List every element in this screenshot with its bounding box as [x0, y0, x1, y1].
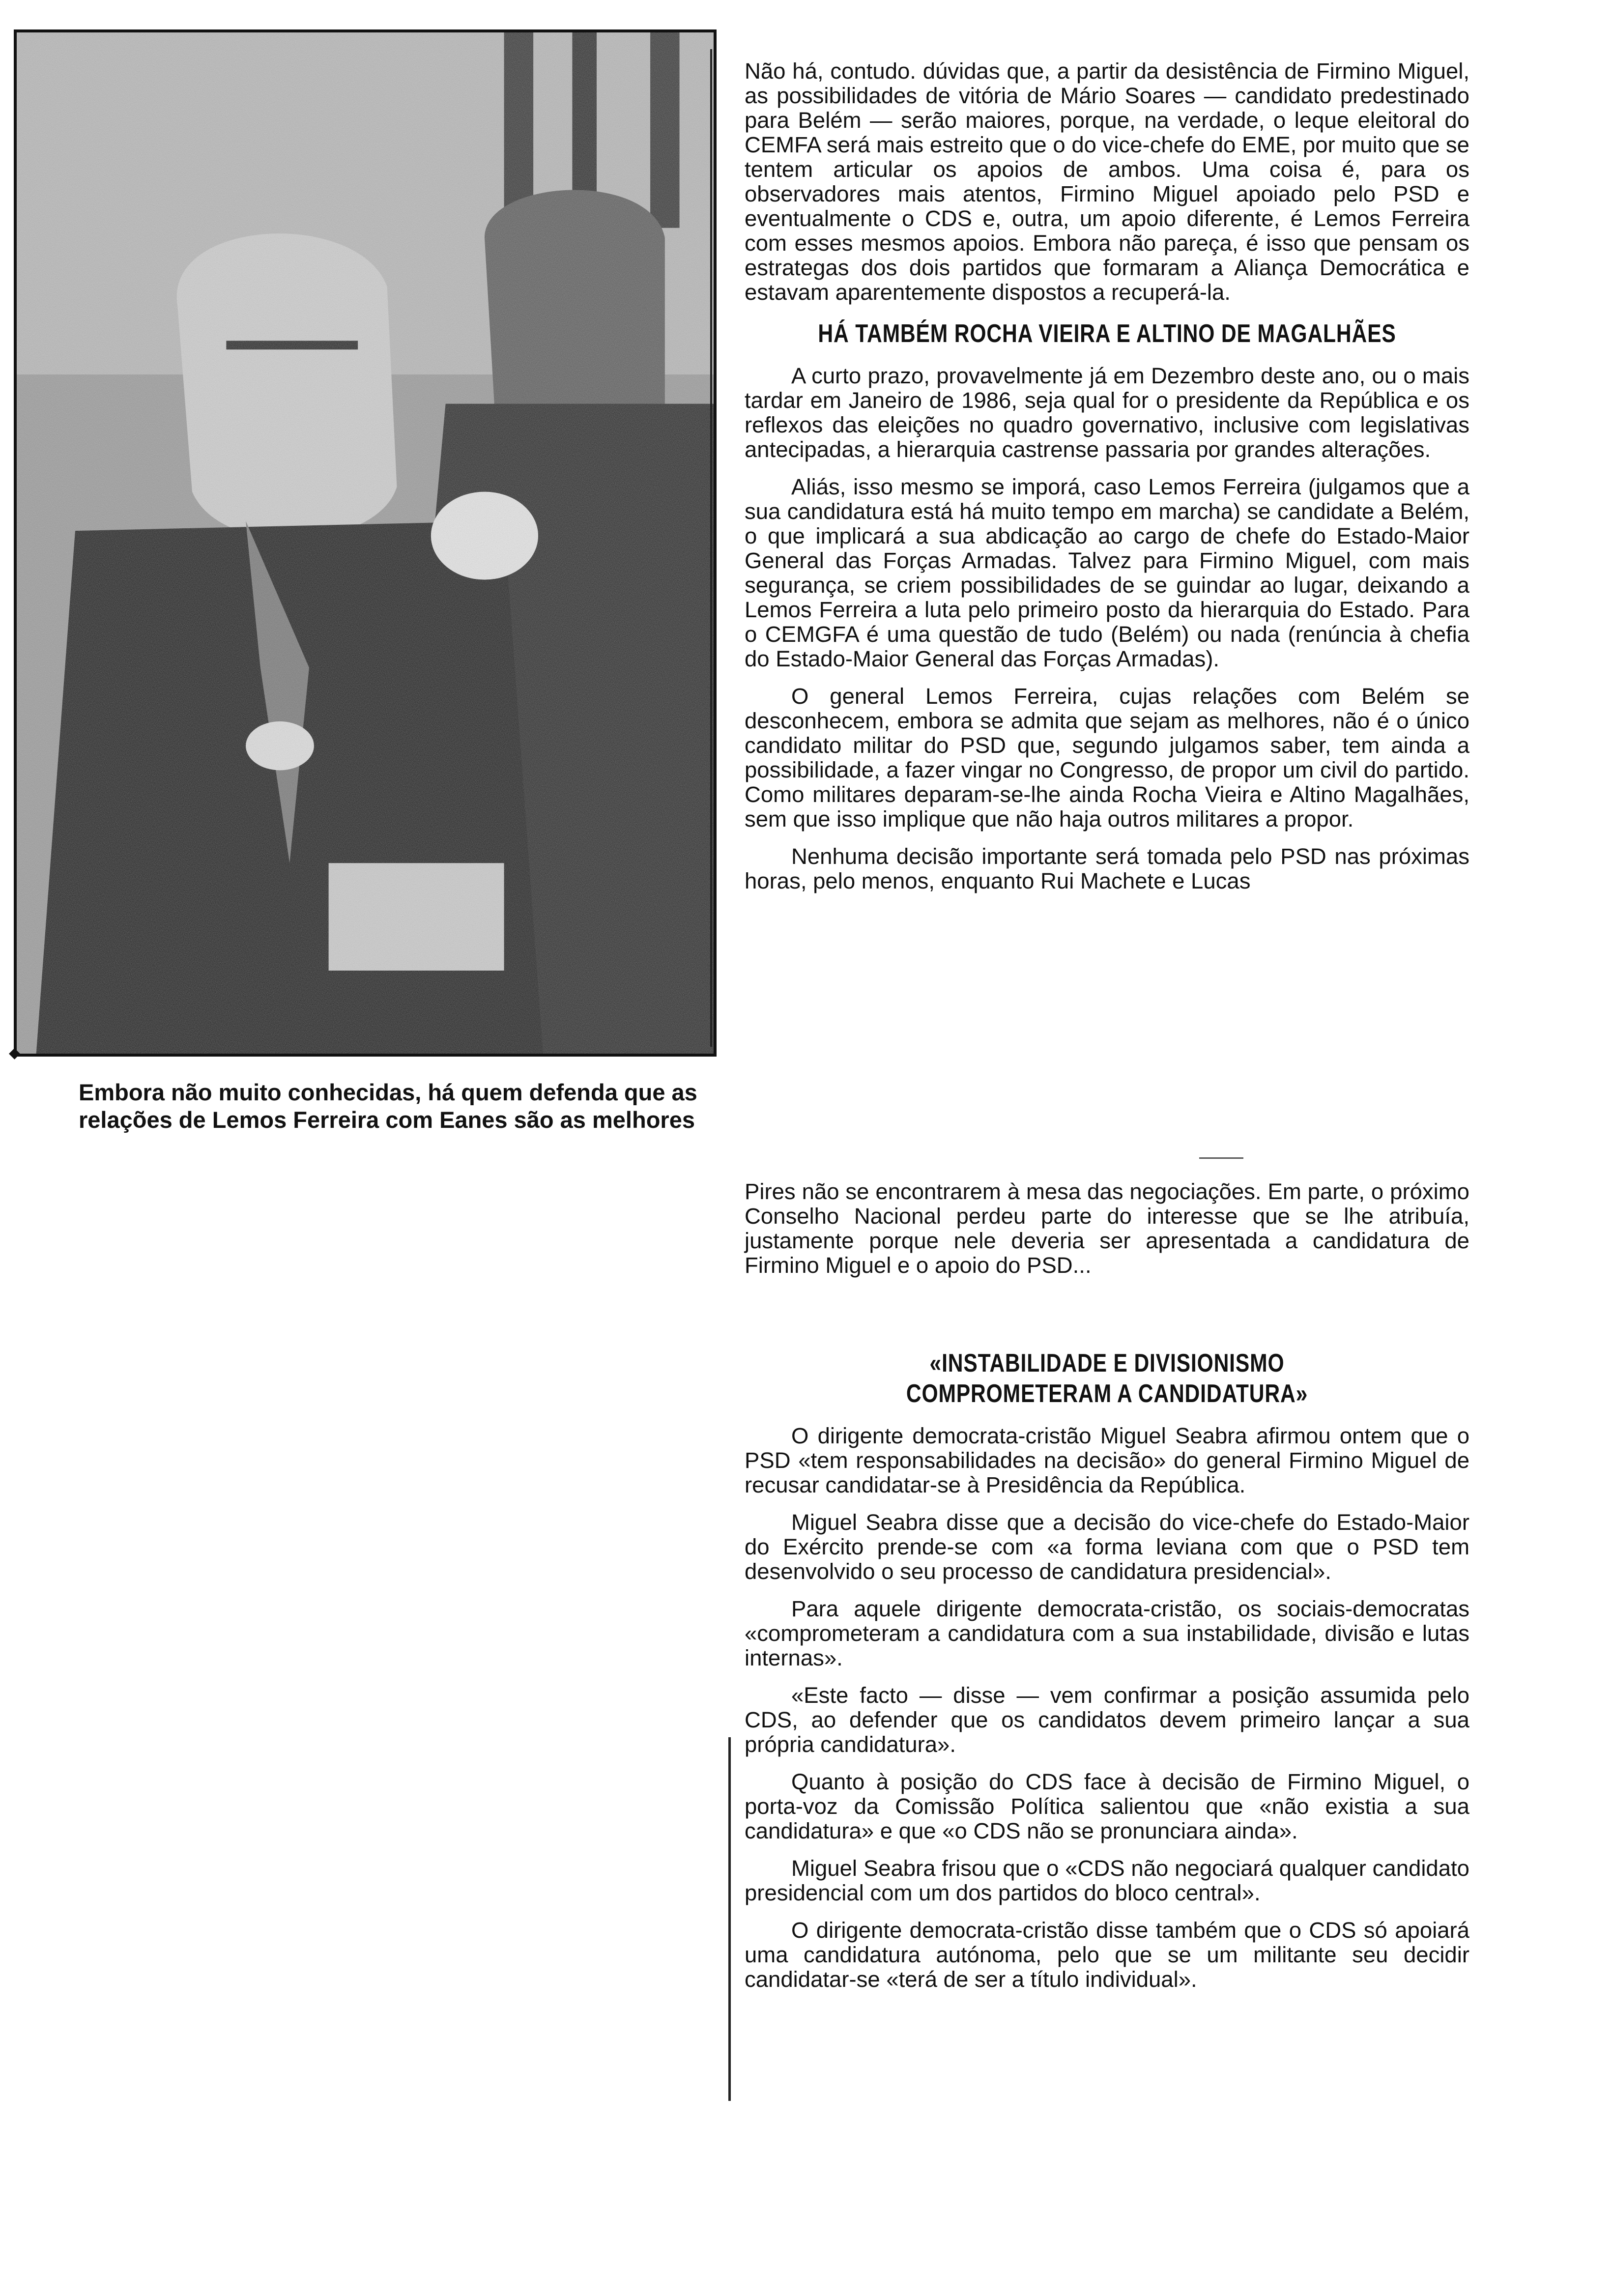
intro-paragraph: Não há, contudo. dúvidas que, a partir da desistência de Firmino Miguel, as possibilidades de vitória de Mário Soares — candidato predestinado para Belém — serão maiores, porque, na verdade, o leque eleitoral do CEMFA será mais estreito que o do vice-chefe do EME, por muito que se tentem articular os apoios de ambos. Uma coisa é, para os observadores mais atentos, Firmino Miguel apoiado pelo PSD e eventualmente o CDS e, outra, um apoio diferente, é Lemos Ferreira com esses mesmos apoios. Embora não pareça, é isso que pensam os estrategas dos dois partidos que formaram a Aliança Democrática e estavam aparentemente dispostos a recuperá-la.: [745, 58, 1469, 305]
paragraph: O dirigente democrata-cristão Miguel Seabra afirmou ontem que o PSD «tem responsabilidades na decisão» do general Firmino Miguel de recusar candidatar-se à Presidência da República.: [745, 1423, 1469, 1497]
paragraph: «Este facto — disse — vem confirmar a posição assumida pelo CDS, ao defender que os candidatos devem primeiro lançar a sua própria candidatura».: [745, 1683, 1469, 1757]
paragraph: O dirigente democrata-cristão disse também que o CDS só apoiará uma candidatura autónoma, pelo que se um militante seu decidir candidatar-se «terá de ser a título individual».: [745, 1918, 1469, 1992]
paragraph: Nenhuma decisão importante será tomada pelo PSD nas próximas horas, pelo menos, enquanto Rui Machete e Lucas: [745, 844, 1469, 893]
heading-line-1: «INSTABILIDADE E DIVISIONISMO: [929, 1349, 1285, 1378]
margin-mark: ◆: [9, 1045, 21, 1061]
article-column-bottom: [745, 1334, 1469, 2005]
news-photo: [14, 29, 717, 1057]
paragraph: Miguel Seabra frisou que o «CDS não negociará qualquer candidato presidencial com um dos partidos do bloco central».: [745, 1856, 1469, 1905]
section-heading-rocha-vieira: HÁ TAMBÉM ROCHA VIEIRA E ALTINO DE MAGALHÃES: [818, 319, 1396, 348]
heading-line-2: COMPROMETERAM A CANDIDATURA»: [906, 1379, 1308, 1408]
article-column-top: [745, 59, 1469, 906]
column-rule: [728, 1737, 731, 2101]
paragraph: Para aquele dirigente democrata-cristão, os sociais-democratas «comprometeram a candidatura com a sua instabilidade, divisão e lutas internas».: [745, 1596, 1469, 1670]
paragraph: O general Lemos Ferreira, cujas relações com Belém se desconhecem, embora se admita que sejam as melhores, não é o único candidato militar do PSD que, segundo julgamos saber, tem ainda a possibilidade, a fazer vingar no Congresso, de propor um civil do partido. Como militares deparam-se-lhe ainda Rocha Vieira e Altino Magalhães, sem que isso implique que não haja outros militares a propor.: [745, 684, 1469, 832]
paragraph: A curto prazo, provavelmente já em Dezembro deste ano, ou o mais tardar em Janeiro de 1986, seja qual for o presidente da República e os reflexos das eleições no quadro governativo, inclusive com legislativas antecipadas, a hierarquia castrense passaria por grandes alterações.: [745, 363, 1469, 462]
section-heading-instabilidade: [810, 1348, 1405, 1409]
photo-right-rule: [710, 49, 712, 1047]
continuation-paragraph: Pires não se encontrarem à mesa das negociações. Em parte, o próximo Conselho Nacional perdeu parte do interesse que se lhe atribuía, justamente porque nele deveria ser apresentada a candidatura de Firmino Miguel e o apoio do PSD...: [745, 1179, 1469, 1278]
column-break-dash: [1199, 1157, 1243, 1159]
photo-caption: Embora não muito conhecidas, há quem defenda que as relações de Lemos Ferreira com Eanes são as melhores: [79, 1079, 697, 1133]
paragraph: Miguel Seabra disse que a decisão do vice-chefe do Estado-Maior do Exército prende-se com «a forma leviana com que o PSD tem desenvolvido o seu processo de candidatura presidencial».: [745, 1510, 1469, 1584]
article-continuation: [745, 1179, 1469, 1291]
paragraph: Quanto à posição do CDS face à decisão de Firmino Miguel, o porta-voz da Comissão Política salientou que «não existia a sua candidatura» e que «o CDS não se pronunciara ainda».: [745, 1769, 1469, 1843]
photo-illustration: [17, 32, 714, 1054]
paragraph: Aliás, isso mesmo se imporá, caso Lemos Ferreira (julgamos que a sua candidatura está há muito tempo em marcha) se candidate a Belém, o que implicará a sua abdicação ao cargo de chefe do Estado-Maior General das Forças Armadas. Talvez para Firmino Miguel, com mais segurança, se criem possibilidades de se guindar ao lugar, deixando a Lemos Ferreira a luta pelo primeiro posto da hierarquia do Estado. Para o CEMGFA é uma questão de tudo (Belém) ou nada (renúncia à chefia do Estado-Maior General das Forças Armadas).: [745, 474, 1469, 671]
